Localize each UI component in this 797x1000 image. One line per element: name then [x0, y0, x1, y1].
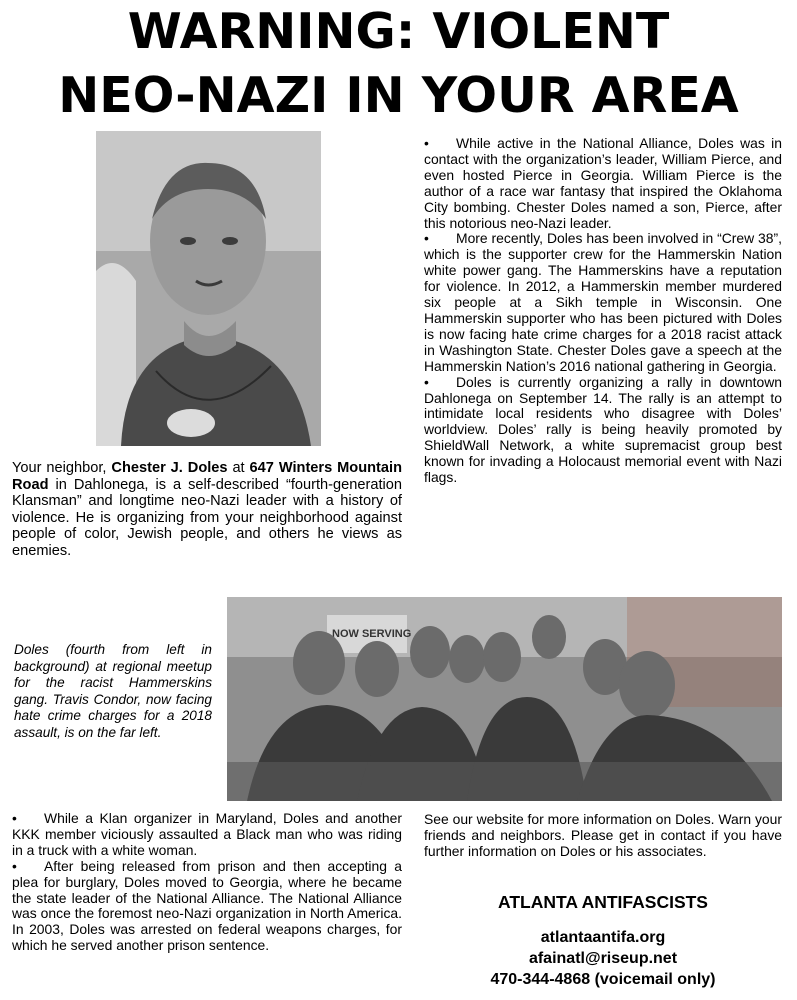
photo-caption: Doles (fourth from left in background) at regional meetup for the racist Hammerskins gang. Travis Condor, now facing hate crime charges for a 2018 assault, is on the far left.	[14, 642, 212, 740]
bullet-item	[424, 231, 782, 374]
headline-line-1: WARNING: VIOLENT	[127, 3, 670, 60]
bullet-icon: •	[12, 810, 17, 826]
portrait-photo	[96, 131, 321, 446]
bullet-item	[12, 859, 402, 954]
bullet-item	[12, 811, 402, 859]
left-column-bullets	[12, 811, 402, 954]
bullet-text: Doles is currently organizing a rally in downtown Dahlonega on September 14. The rally is an attempt to intimidate local residents who disagree with Doles’ worldview. Doles’ rally is being heavily promoted by ShieldWall Network, a white supremacist group best known for invading a Holocaust memorial event with Nazi flags.	[424, 373, 782, 486]
bullet-item	[424, 136, 782, 231]
intro-text-start: Your neighbor,	[12, 460, 112, 476]
bullet-text: While a Klan organizer in Maryland, Doles and another KKK member viciously assaulted a Black man who was riding in a truck with a white woman.	[12, 810, 402, 858]
bullet-item	[424, 375, 782, 486]
subject-address: 647 Winters Mountain Road	[12, 460, 402, 493]
intro-text-end: in Dahlonega, is a self-described “fourth-generation Klansman” and longtime neo-Nazi leader with a history of violence. He is organizing from your neighborhood against people of color, Jewish people, and others he views as enemies.	[12, 476, 402, 559]
intro-paragraph	[12, 460, 402, 560]
bullet-icon: •	[424, 230, 429, 247]
intro-text-mid: at	[227, 460, 250, 476]
see-more-paragraph: See our website for more information on Doles. Warn your friends and neighbors. Please get in contact if you have further information on Doles or his associates.	[424, 811, 782, 859]
bullet-icon: •	[424, 373, 429, 390]
photo-sign-text: NOW SERVING	[332, 628, 412, 640]
group-photo	[227, 597, 782, 801]
bullet-text: After being released from prison and then accepting a plea for burglary, Doles moved to Georgia, where he became the state leader of the National Alliance. The National Alliance was once the foremost neo-Nazi organization in North America. In 2003, Doles was arrested on federal weapons charges, for which he served another prison sentence.	[12, 857, 402, 954]
website-link[interactable]: atlantaantifa.org	[540, 929, 666, 946]
bullet-icon: •	[12, 857, 17, 874]
phone-number: 470-344-4868 (voicemail only)	[490, 971, 716, 988]
bullet-text: More recently, Doles has been involved in “Crew 38”, which is the supporter crew for the Hammerskin Nation white power gang. The Hammerskins have a reputation for violence. In 2012, a Hammerskin member murdered six people at a Sikh temple in Wisconsin. One Hammerskin supporter who has been pictured with Doles is now facing hate crime charges for a 2018 racist attack in Washington State. Chester Doles gave a speech at the Hammerskin Nation’s 2016 national gathering in Georgia.	[424, 230, 782, 374]
right-column-bullets	[424, 136, 782, 486]
bullet-text: While active in the National Alliance, Doles was in contact with the organization’s leader, William Pierce, and even hosted Pierce in Georgia. William Pierce is the author of a race war fantasy that inspired the Oklahoma City bombing. Chester Doles named a son, Pierce, after this notorious neo-Nazi leader.	[424, 135, 782, 231]
subject-name: Chester J. Doles	[111, 460, 228, 476]
org-name: ATLANTA ANTIFASCISTS	[498, 892, 708, 912]
bullet-icon: •	[424, 135, 429, 151]
email-link[interactable]: afainatl@riseup.net	[528, 950, 678, 967]
portrait-illustration	[96, 131, 321, 446]
headline-line-2: NEO-NAZI IN YOUR AREA	[58, 67, 739, 124]
group-photo-illustration	[227, 597, 782, 801]
